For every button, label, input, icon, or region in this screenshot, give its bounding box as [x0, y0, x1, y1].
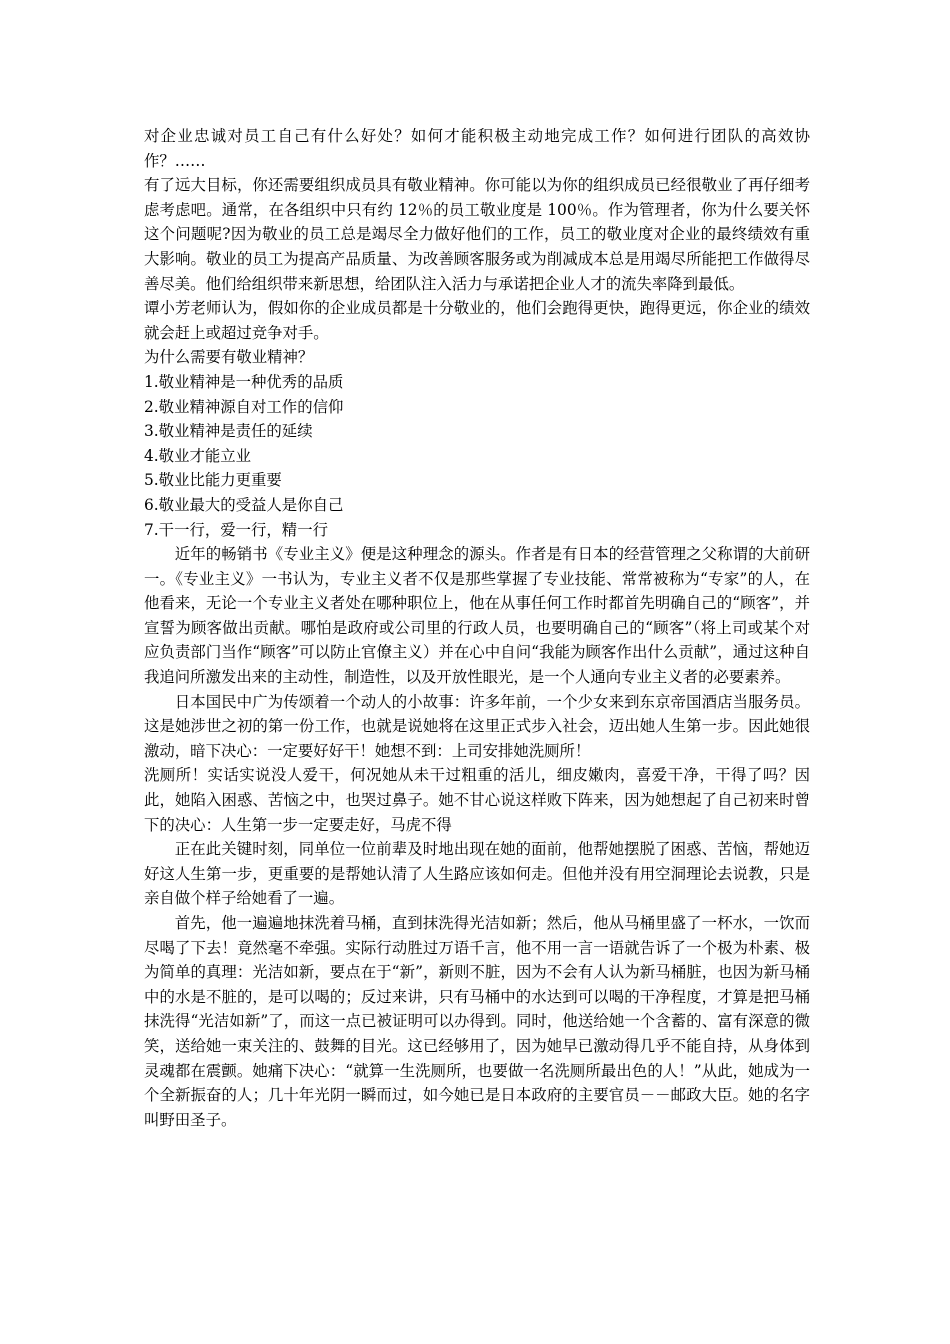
list-item: 6.敬业最大的受益人是你自己: [144, 495, 344, 514]
paragraph-story-struggle: 洗厕所！实话实说没人爱干，何况她从未干过粗重的活儿，细皮嫩肉，喜爱干净，干得了吗？因此，她陷入困惑、苦恼之中，也哭过鼻子。她不甘心说这样败下阵来，因为她想起了自己初来时曾下的决心：人生第一步一定要走好，马虎不得: [144, 766, 810, 834]
list-item: 4.敬业才能立业: [144, 446, 252, 465]
paragraph-teacher-view: 谭小芳老师认为，假如你的企业成员都是十分敬业的，他们会跑得更快，跑得更远，你企业的绩效就会赶上或超过竞争对手。: [144, 299, 810, 342]
paragraph-professionalism-book: 近年的畅销书《专业主义》便是这种理念的源头。作者是有日本的经营管理之父称谓的大前研一。《专业主义》一书认为，专业主义者不仅是那些掌握了专业技能、常常被称为“专家”的人，在他看来，无论一个专业主义者处在哪种职位上，他在从事任何工作时都首先明确自己的“顾客”，并宣誓为顾客做出贡献。哪怕是政府或公司里的行政人员，也要明确自己的“顾客”（将上司或某个对应负责部门当作“顾客”可以防止官僚主义）并在心中自问“我能为顾客作出什么贡献”，通过这种自我追问所激发出来的主动性，制造性，以及开放性眼光，是一个人通向专业主义者的必要素养。: [144, 545, 810, 687]
list-item: 2.敬业精神源自对工作的信仰: [144, 397, 344, 416]
paragraph-story-lesson: 首先，他一遍遍地抹洗着马桶，直到抹洗得光洁如新；然后，他从马桶里盛了一杯水，一饮而尽喝了下去！竟然毫不牵强。实际行动胜过万语千言，他不用一言一语就告诉了一个极为朴素、极为简单的真理：光洁如新，要点在于“新”，新则不脏，因为不会有人认为新马桶脏，也因为新马桶中的水是不脏的，是可以喝的；反过来讲，只有马桶中的水达到可以喝的干净程度，才算是把马桶抹洗得“光洁如新”了，而这一点已被证明可以办得到。同时，他送给她一个含蓄的、富有深意的微笑，送给她一束关注的、鼓舞的目光。这已经够用了，因为她早已激动得几乎不能自持，从身体到灵魂都在震颤。她痛下决心：“就算一生洗厕所，也要做一名洗厕所最出色的人！”从此，她成为一个全新振奋的人；几十年光阴一瞬而过，如今她已是日本政府的主要官员－－邮政大臣。她的名字叫野田圣子。: [144, 914, 810, 1129]
paragraph-intro-questions: 对企业忠诚对员工自己有什么好处？如何才能积极主动地完成工作？如何进行团队的高效协作？……: [144, 127, 810, 170]
list-item: 7.干一行，爱一行，精一行: [144, 520, 328, 539]
list-heading: 为什么需要有敬业精神？: [144, 348, 314, 367]
paragraph-dedication-importance: 有了远大目标，你还需要组织成员具有敬业精神。你可能以为你的组织成员已经很敬业了再仔细考虑考虑吧。通常，在各组织中只有约 12％的员工敬业度是 100％。作为管理者，你为什么要关怀这个问题呢?因为敬业的员工总是竭尽全力做好他们的工作，员工的敬业度对企业的最终绩效有重大影响。敬业的员工为提高产品质量、为改善顾客服务或为削减成本总是用竭尽所能把工作做得尽善尽美。他们给组织带来新思想，给团队注入活力与承诺把企业人才的流失率降到最低。: [144, 176, 810, 293]
list-item: 5.敬业比能力更重要: [144, 471, 282, 490]
list-item: 1.敬业精神是一种优秀的品质: [144, 372, 344, 391]
list-item: 3.敬业精神是责任的延续: [144, 422, 313, 441]
paragraph-story-mentor: 正在此关键时刻，同单位一位前辈及时地出现在她的面前，他帮她摆脱了困惑、苦恼，帮她迈好这人生第一步，更重要的是帮她认清了人生路应该如何走。但他并没有用空洞理论去说教，只是亲自做个样子给她看了一遍。: [144, 840, 810, 908]
document-page: [144, 124, 810, 1132]
paragraph-story-intro: 日本国民中广为传颂着一个动人的小故事：许多年前，一个少女来到东京帝国酒店当服务员。这是她涉世之初的第一份工作，也就是说她将在这里正式步入社会，迈出她人生第一步。因此她很激动，暗下决心：一定要好好干！她想不到：上司安排她洗厕所！: [144, 692, 810, 760]
